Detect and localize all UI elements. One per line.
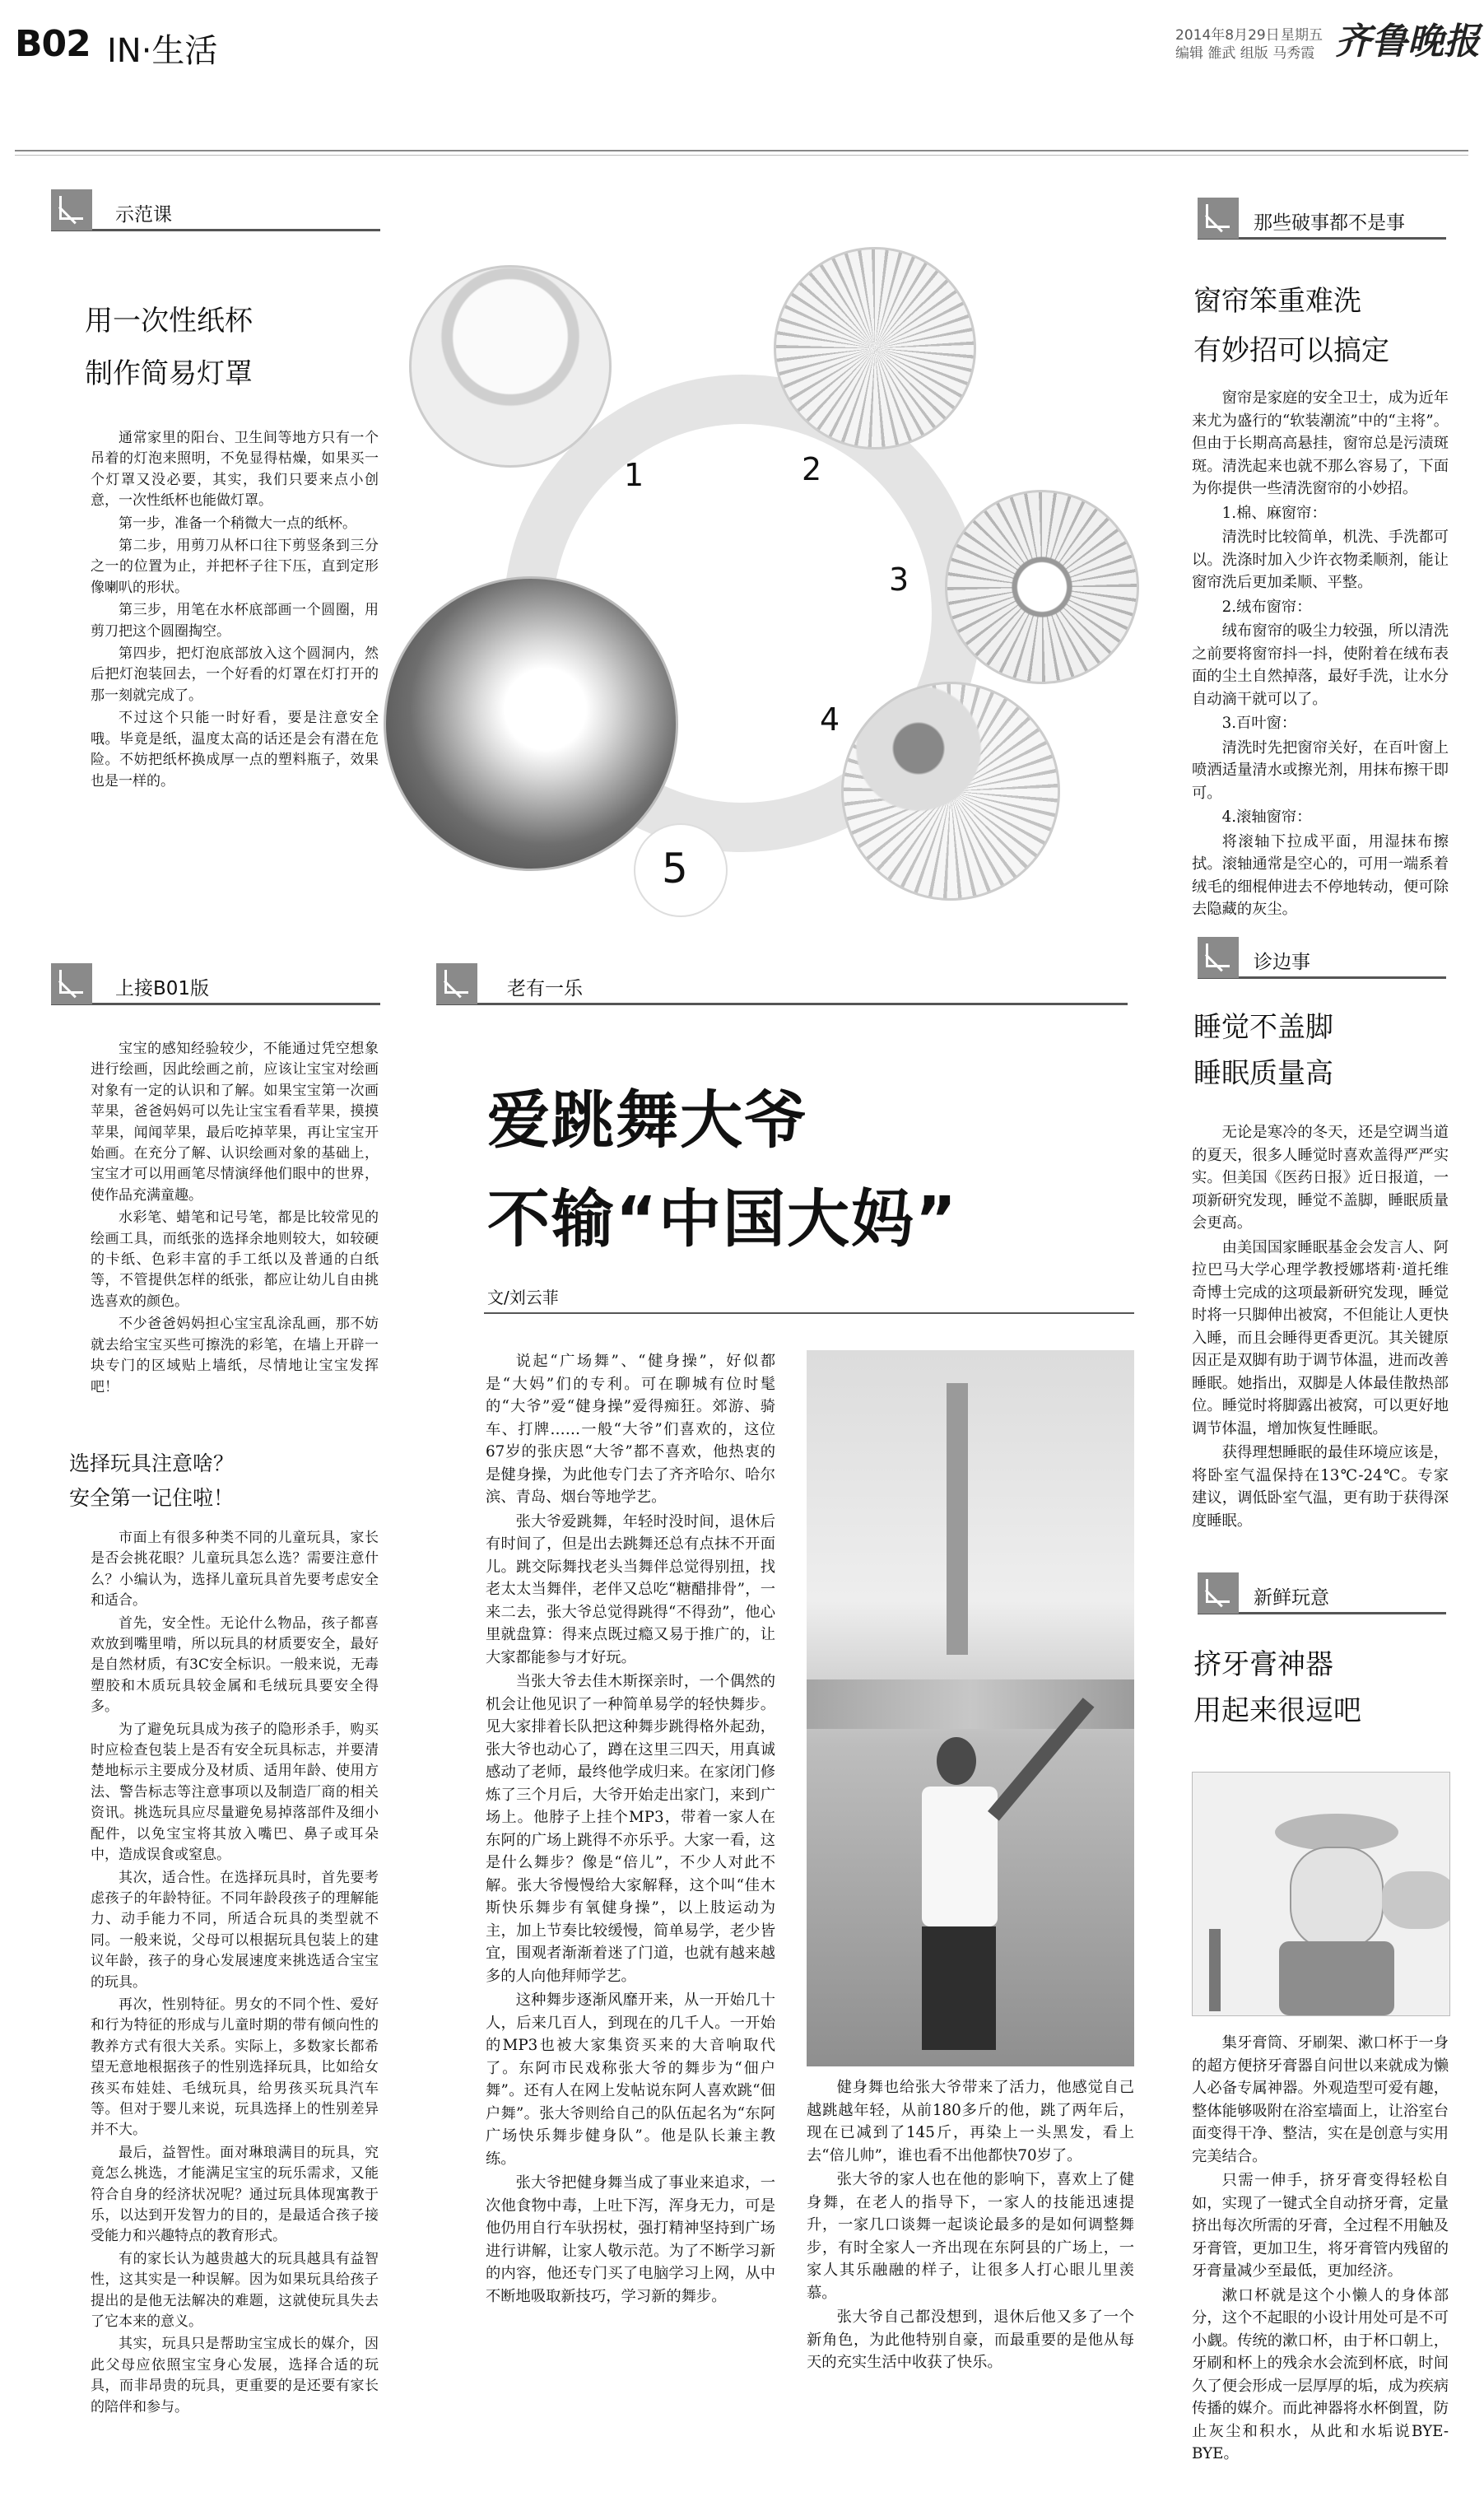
- paragraph: 不少爸爸妈妈担心宝宝乱涂乱画，那不妨就去给宝宝买些可擦洗的彩笔，在墙上开辟一块专门的区域贴上墙纸，尽情地让宝宝发挥吧！: [91, 1316, 379, 1395]
- paragraph: 说起“广场舞”、“健身操”，好似都是“大妈”们的专利。可在聊城有位时髦的“大爷”爱“健身操”爱得痴狂。郊游、骑车、打牌……一般“大爷”们喜欢的，这位67岁的张庆恩“大爷”都不喜欢，他热衷的是健身操，为此他专门去了齐齐哈尔、哈尔滨、青岛、烟台等地学艺。: [486, 1353, 775, 1506]
- paragraph: 张大爷自己都没想到，退休后他又多了一个新角色，为此他特别自豪，而最重要的是他从每天的充实生活中收获了快乐。: [807, 2308, 1134, 2371]
- paragraph: 最后，益智性。面对琳琅满目的玩具，究竟怎么挑选，才能满足宝宝的玩乐需求，又能符合自身的经济状况呢？通过玩具体现寓教于乐，以达到开发智力的目的，是最适合孩子接受能力和兴趣特点的教育形式。: [91, 2144, 379, 2245]
- paragraph: 这种舞步逐渐风靡开来，从一开始几十人，后来几百人，到现在的几千人。一开始的MP3也被大家集资买来的大音响取代了。东阿市民戏称张大爷的舞步为“佃户舞”。还有人在网上发帖说东阿人喜欢跳“佃户舞”。张大爷则给自己的队伍起名为“东阿广场快乐舞步健身队”。他是队长兼主教练。: [486, 1992, 775, 2168]
- toothpaste-title-1: 挤牙膏神器: [1193, 1648, 1333, 1681]
- photo-body: [1279, 1941, 1394, 2015]
- paragraph: 不过这个只能一时好看，要是注意安全哦。毕竟是纸，温度太高的话还是会有潜在危险。不妨把纸杯换成厚一点的塑料瓶子，效果也是一样的。: [91, 710, 379, 790]
- paragraph: 首先，安全性。无论什么物品，孩子都喜欢放到嘴里啃，所以玩具的材质要安全，最好是自然材质，有3C安全标识。一般来说，无毒塑胶和木质玩具较金属和毛绒玩具要安全得多。: [91, 1614, 379, 1716]
- paragraph: 当张大爷去佳木斯探亲时，一个偶然的机会让他见识了一种简单易学的轻快舞步。见大家排着长队把这种舞步跳得格外起劲，张大爷也动心了，蹲在这里三四天，用真诚感动了老师，最终他学成归来。在家闭门修炼了三个月后，大爷开始走出家门，来到广场上。他脖子上挂个MP3，带着一家人在东阿的广场上跳得不亦乐乎。大家一看，这是什么舞步？像是“倍儿”，不少人对此不解。张大爷慢慢给大家解释，这个叫“佳木斯快乐舞步有氧健身操”，以上肢运动为主，加上节奏比较缓慢，简单易学，老少皆宜，围观者渐渐着迷了门道，也就有越来越多的人向他拜师学艺。: [486, 1673, 775, 1985]
- paragraph: 其次，适合性。在选择玩具时，首先要考虑孩子的年龄特征。不同年龄段孩子的理解能力、动手能力不同，所适合玩具的类型就不同。一般来说，父母可以根据玩具包装上的建议年龄，孩子的身心发展速度来挑选适合宝宝的玩具。: [91, 1869, 379, 1991]
- paragraph: 张大爷的家人也在他的影响下，喜欢上了健身舞，在老人的指导下，一家人的技能迅速提升，一家几口谈舞一起谈论最多的是如何调整舞步，有时全家人一齐出现在东阿县的广场上，一家人其乐融融的样子，让很多人打心眼儿里羡慕。: [807, 2171, 1134, 2302]
- paragraph: 健身舞也给张大爷带来了活力，他感觉自己越跳越年轻，从前180多斤的他，跳了两年后，现在已减到了145斤，再染上一头黑发，看上去“倍儿帅”，谁也看不出他都快70岁了。: [807, 2079, 1134, 2164]
- paragraph: 为了避免玩具成为孩子的隐形杀手，购买时应检查包装上是否有安全玩具标志，并要清楚地标示主要成分及材质、适用年龄、使用方法、警告标志等注意事项以及制造厂商的相关资讯。挑选玩具应尽量避免易掉落部件及细小配件，以免宝宝将其放入嘴巴、鼻子或耳朵中，造成误食或窒息。: [91, 1721, 379, 1864]
- tag-toothpaste: [1198, 1572, 1446, 1614]
- tag-continued: [51, 963, 380, 1005]
- paragraph: 有的家长认为越贵越大的玩具越具有益智性，这其实是一种误解。因为如果玩具给孩子提出的是他无法解决的难题，这就使玩具失去了它本来的意义。: [91, 2250, 379, 2331]
- tag-arrow-icon: [51, 963, 92, 1004]
- photo-hat: [1275, 1814, 1398, 1851]
- tag-arrow-icon: [1198, 1572, 1239, 1614]
- tag-sleep: [1198, 937, 1446, 979]
- sleep-title-1: 睡觉不盖脚: [1193, 1011, 1333, 1044]
- dance-byline: 文/刘云菲: [487, 1288, 559, 1307]
- paragraph: 宝宝的感知经验较少，不能通过凭空想象进行绘画，因此绘画之前，应该让宝宝对绘画对象有一定的认识和了解。如果宝宝第一次画苹果，爸爸妈妈可以先让宝宝看看苹果，摸摸苹果，闻闻苹果，最后吃掉苹果，再让宝宝开始画。在充分了解、认识绘画对象的基础上，宝宝才可以用画笔尽情演绎他们眼中的世界，使作品充满童趣。: [91, 1041, 379, 1204]
- tag-arrow-icon: [436, 963, 477, 1004]
- photo-sculpture: [947, 1383, 968, 1655]
- dance-body: [486, 1350, 775, 2309]
- photo-dancer: [807, 1350, 1134, 2066]
- photo-paper-cup: [409, 265, 612, 468]
- curtain-title-1: 窗帘笨重难洗: [1193, 285, 1361, 318]
- photo-face: [1290, 1847, 1384, 1949]
- tag-label: 诊边事: [1254, 952, 1310, 973]
- photo-brush: [1209, 1929, 1221, 2011]
- paragraph: 绒布窗帘的吸尘力较强，所以清洗之前要将窗帘抖一抖，使附着在绒布表面的尘土自然掉落，最好手洗，让水分自动滴干就可以了。: [1192, 622, 1449, 708]
- paragraph: 漱口杯就是这个小懒人的身体部分，这个不起眼的小设计用处可是不可小觑。传统的漱口杯，由于杯口朝上，牙刷和杯上的残余水会流到杯底，时间久了便会形成一层厚厚的垢，成为疾病传播的媒介。而此神器将水杯倒置，防止灰尘和积水，从此和水垢说BYE-BYE。: [1192, 2286, 1449, 2462]
- step-number-3: 3: [889, 561, 909, 598]
- paragraph: 3.百叶窗：: [1221, 715, 1297, 732]
- photo-hand: [1382, 1871, 1450, 1929]
- step-number-2: 2: [802, 451, 822, 487]
- paragraph: 第三步，用笔在水杯底部画一个圆圈，用剪刀把这个圆圈掏空。: [91, 602, 379, 640]
- step-number-4: 4: [820, 701, 840, 738]
- paragraph: 水彩笔、蜡笔和记号笔，都是比较常见的绘画工具，而纸张的选择余地则较大，如较硬的卡纸、色彩丰富的手工纸以及普通的白纸等，不管提供怎样的纸张，都应让幼儿自由挑选喜欢的颜色。: [91, 1209, 379, 1310]
- curtain-body: [1192, 387, 1449, 923]
- paragraph: 获得理想睡眠的最佳环境应该是，将卧室气温保持在13℃-24℃。专家建议，调低卧室气温，更有助于获得深度睡眠。: [1192, 1444, 1449, 1530]
- paragraph: 由美国国家睡眠基金会发言人、阿拉巴马大学心理学教授娜塔莉·道托维奇博士完成的这项最新研究发现，睡觉时将一只脚伸出被窝，不但能让人更快入睡，而且会睡得更香更沉。其关键原因正是双脚有助于调节体温，进而改善睡眠。她指出，双脚是人体最佳散热部位。睡觉时将脚露出被窝，可以更好地调节体温，增加恢复性睡眠。: [1192, 1238, 1449, 1437]
- step-number-5: 5: [662, 845, 688, 892]
- paragraph: 再次，性别特征。男女的不同个性、爱好和行为特征的形成与儿童时期的带有倾向性的教养方式有很大关系。实际上，多数家长都希望无意地根据孩子的性别选择玩具，比如给女孩买布娃娃、毛绒玩具，给男孩买玩具汽车等。但对于婴儿来说，玩具选择上的性别差异并不大。: [91, 1996, 379, 2139]
- lampshade-body: [91, 428, 379, 794]
- paragraph: 窗帘是家庭的安全卫士，成为近年来尤为盛行的“软装潮流”中的“主将”。但由于长期高高悬挂，窗帘总是污渍斑斑。清洗起来也就不那么容易了，下面为你提供一些清洗窗帘的小妙招。: [1192, 389, 1449, 497]
- toothpaste-title-2: 用起来很逗吧: [1193, 1694, 1361, 1727]
- paragraph: 清洗时先把窗帘关好，在百叶窗上喷洒适量清水或擦光剂，用抹布擦干即可。: [1192, 738, 1449, 802]
- tag-arrow-icon: [51, 189, 92, 231]
- header-date: 2014年8月29日: [1175, 27, 1280, 44]
- tag-lampshade: [51, 189, 380, 231]
- toys-body: [91, 1528, 379, 2420]
- section-name: IN·生活: [107, 32, 218, 70]
- paragraph: 集牙膏筒、牙刷架、漱口杯于一身的超方便挤牙膏器自问世以来就成为懒人必备专属神器。外观造型可爱有趣，整体能够吸附在浴室墙面上，让浴室台面变得干净、整洁，实在是创意与实用完美结合。: [1192, 2034, 1449, 2165]
- tag-arrow-icon: [1198, 937, 1239, 978]
- tag-label: 那些破事都不是事: [1254, 212, 1405, 234]
- photo-bulb: [841, 682, 1060, 901]
- paragraph: 2.绒布窗帘：: [1221, 598, 1312, 616]
- dance-title-1: 爱跳舞大爷: [487, 1083, 808, 1157]
- tag-dance: [436, 963, 1128, 1005]
- tag-curtain: [1198, 198, 1446, 240]
- tag-label: 上接B01版: [115, 978, 210, 999]
- tag-label: 老有一乐: [507, 978, 583, 999]
- dance-body-2: [807, 2076, 1134, 2376]
- paragraph: 市面上有很多种类不同的儿童玩具，家长是否会挑花眼？儿童玩具怎么选？需要注意什么？小编认为，选择儿童玩具首先要考虑安全和适合。: [91, 1530, 379, 1610]
- paragraph: 张大爷爱跳舞，年轻时没时间，退休后有时间了，但是出去跳舞还总有点抹不开面儿。跳交际舞找老头当舞伴总觉得别扭，找老太太当舞伴，老伴又总吃“糖醋排骨”，一来二去，张大爷总觉得跳得“不得劲”，他心里就盘算：得来点既过瘾又易于推广的，让大家都能参与才好玩。: [486, 1512, 775, 1666]
- tag-label: 示范课: [115, 204, 172, 226]
- paragraph: 将滚轴下拉成平面，用湿抹布擦拭。滚轴通常是空心的，可用一端系着绒毛的细棍伸进去不停地转动，便可除去隐藏的灰尘。: [1192, 832, 1449, 918]
- photo-lit-lamp: [384, 576, 678, 871]
- paragraph: 其实，玩具只是帮助宝宝成长的媒介，因此父母应依照宝宝身心发展，选择合适的玩具，而非昂贵的玩具，更重要的是还要有家长的陪伴和参与。: [91, 2336, 379, 2415]
- tag-label: 新鲜玩意: [1254, 1587, 1329, 1609]
- toys-subtitle-2: 安全第一记住啦！: [69, 1486, 235, 1510]
- paragraph: 第一步，准备一个稍微大一点的纸杯。: [119, 515, 356, 532]
- page-code: B02: [15, 23, 91, 65]
- paragraph: 通常家里的阳台、卫生间等地方只有一个吊着的灯泡来照明，不免显得枯燥，如果买一个灯罩又没必要，其实，我们只要来点小创意，一次性纸杯也能做灯罩。: [91, 430, 379, 510]
- paragraph: 第二步，用剪刀从杯口往下剪竖条到三分之一的位置为止，并把杯子往下压，直到定形像喇叭的形状。: [91, 538, 379, 596]
- sleep-title-2: 睡眠质量高: [1193, 1057, 1333, 1090]
- paragraph: 只需一伸手，挤牙膏变得轻松自如，实现了一键式全自动挤牙膏，定量挤出每次所需的牙膏，全过程不用触及牙膏管，更加卫生，将牙膏管内残留的牙膏量减少至最低，更加经济。: [1192, 2172, 1449, 2280]
- photo-cut-cup: [774, 247, 976, 450]
- dance-title-2: 不输“中国大妈”: [487, 1182, 958, 1256]
- photo-cup-hole: [945, 490, 1139, 684]
- paragraph: 清洗时比较简单，机洗、手洗都可以。洗涤时加入少许衣物柔顺剂，能让窗帘洗后更加柔顺、平整。: [1192, 529, 1449, 591]
- paragraph: 1.棉、麻窗帘：: [1221, 504, 1327, 522]
- sleep-body: [1192, 1121, 1449, 1534]
- newspaper-logo: 齐鲁晚报: [1335, 21, 1480, 63]
- header-credits: 编辑 雒武 组版 马秀霞: [1175, 45, 1315, 62]
- paragraph: 无论是寒冷的冬天，还是空调当道的夏天，很多人睡觉时喜欢盖得严严实实。但美国《医药日报》近日报道，一项新研究发现，睡觉不盖脚，睡眠质量会更高。: [1192, 1124, 1449, 1232]
- step-number-1: 1: [624, 457, 644, 493]
- paragraph: 张大爷把健身舞当成了事业来追求，一次他食物中毒，上吐下泻，浑身无力，可是他仍用自行车驮拐杖，强打精神坚持到广场进行讲解，让家人敬示范。为了不断学习新的内容，他还专门买了电脑学习上网，从中不断地吸取新技巧，学习新的舞步。: [486, 2174, 775, 2305]
- curtain-title-2: 有妙招可以搞定: [1193, 334, 1389, 367]
- header-rule: [15, 150, 1468, 151]
- photo-toothpaste-dispenser: [1192, 1772, 1450, 2016]
- toothpaste-body: [1192, 2032, 1449, 2467]
- header-rule-thin: [15, 155, 1468, 156]
- continued-body: [91, 1039, 379, 1400]
- photo-person-head: [937, 1737, 976, 1785]
- lampshade-title-2: 制作简易灯罩: [85, 357, 253, 390]
- header-weekday: 星期五: [1281, 27, 1323, 44]
- paragraph: 4.滚轴窗帘：: [1221, 808, 1312, 826]
- photo-person-legs: [922, 1926, 996, 2050]
- tag-arrow-icon: [1198, 198, 1239, 239]
- paragraph: 第四步，把灯泡底部放入这个圆洞内，然后把灯泡装回去，一个好看的灯罩在灯打开的那一刻就完成了。: [91, 645, 379, 704]
- lampshade-title-1: 用一次性纸杯: [85, 305, 253, 338]
- byline-rule: [484, 1312, 1134, 1314]
- toys-subtitle-1: 选择玩具注意啥？: [69, 1451, 235, 1475]
- photo-person-shirt: [922, 1787, 998, 1926]
